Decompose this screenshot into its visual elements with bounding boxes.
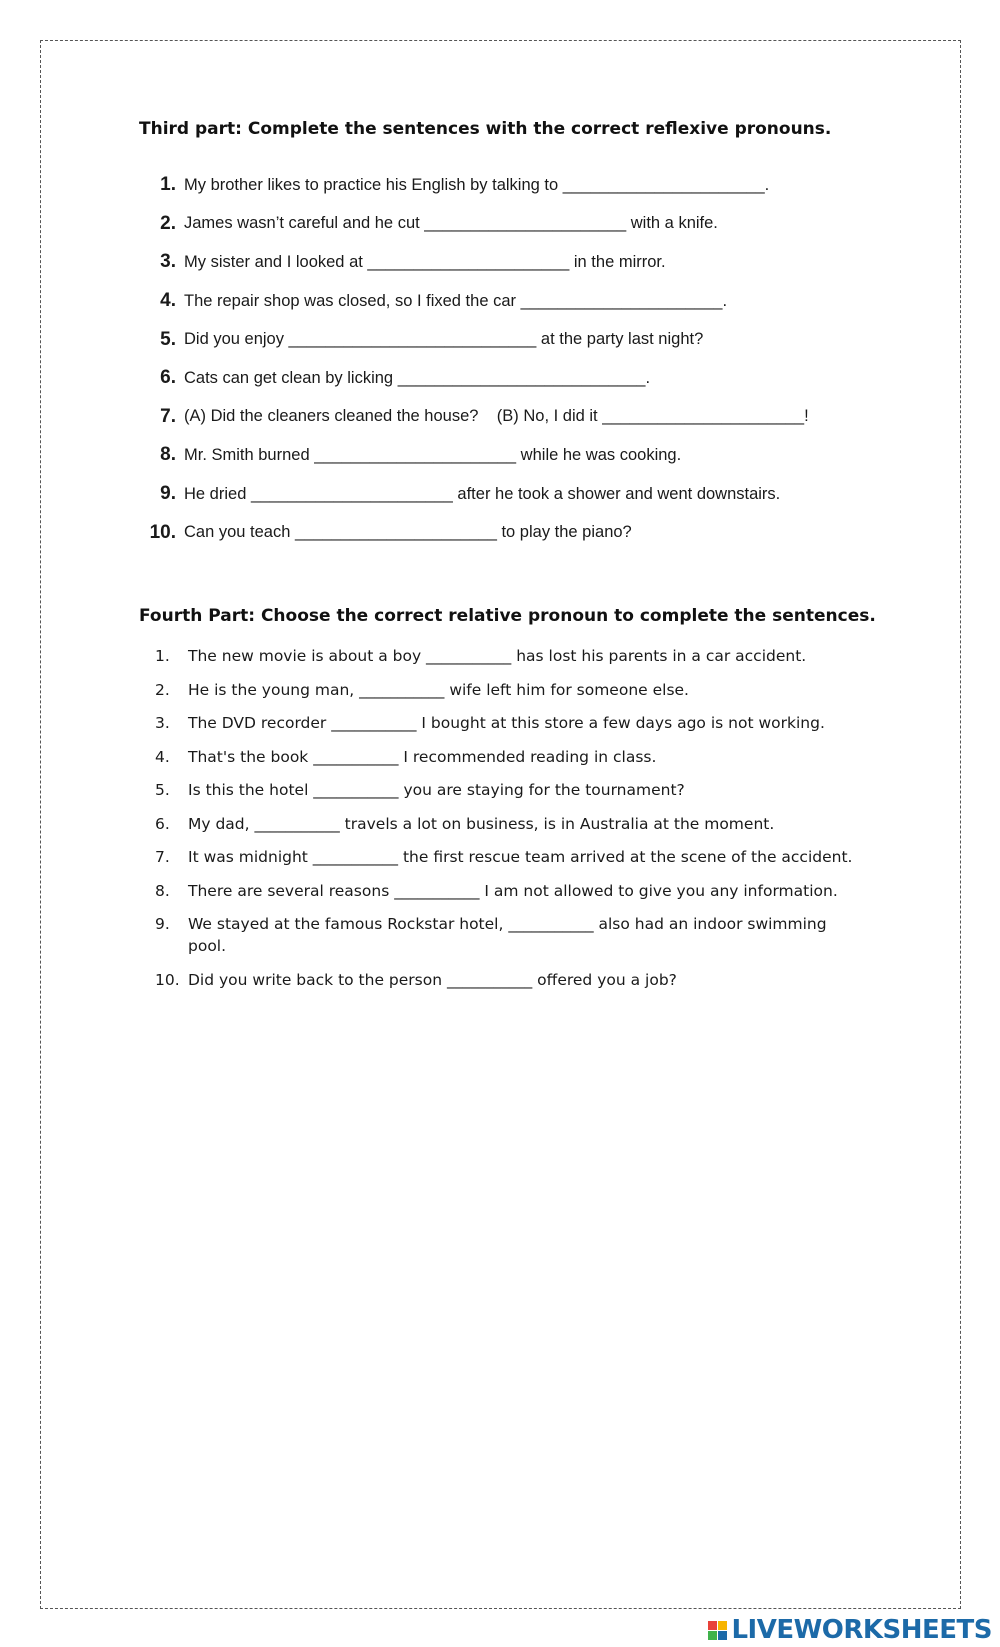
fourth-part-heading: Fourth Part: Choose the correct relative pronoun to complete the sentences. bbox=[139, 606, 876, 626]
item-sentence: Cats can get clean by licking ___________________________. bbox=[184, 368, 651, 387]
logo-square-green bbox=[708, 1631, 717, 1640]
item-number: 9. bbox=[160, 483, 176, 505]
list-item bbox=[155, 880, 855, 914]
item-number: 1. bbox=[160, 174, 176, 196]
item-number: 10. bbox=[155, 970, 180, 989]
item-sentence: Mr. Smith burned ______________________ while he was cooking. bbox=[184, 445, 682, 464]
item-number: 1. bbox=[155, 647, 170, 665]
third-part-heading: Third part: Complete the sentences with the correct reflexive pronouns. bbox=[139, 119, 832, 139]
item-number: 5. bbox=[160, 328, 176, 350]
item-number: 4. bbox=[160, 290, 176, 312]
list-item bbox=[155, 813, 855, 847]
item-sentence: There are several reasons ___________ I am not allowed to give you any information. bbox=[188, 881, 838, 900]
item-number: 2. bbox=[160, 212, 176, 234]
list-item bbox=[140, 513, 900, 552]
logo-icon bbox=[708, 1621, 727, 1640]
list-item bbox=[140, 436, 900, 475]
item-sentence: The DVD recorder ___________ I bought at this store a few days ago is not working. bbox=[188, 714, 825, 732]
item-sentence: Can you teach ______________________ to play the piano? bbox=[184, 523, 632, 542]
item-sentence: We stayed at the famous Rockstar hotel, ___________ also had an indoor swimming pool. bbox=[188, 915, 827, 955]
item-sentence: James wasn’t careful and he cut ______________________ with a knife. bbox=[184, 214, 718, 233]
list-item bbox=[155, 645, 855, 679]
list-item bbox=[155, 779, 855, 813]
relative-pronoun-list bbox=[155, 645, 855, 1002]
list-item bbox=[155, 712, 855, 746]
item-sentence: He is the young man, ___________ wife left him for someone else. bbox=[188, 680, 689, 699]
item-number: 9. bbox=[155, 915, 170, 933]
item-number: 8. bbox=[160, 444, 176, 466]
item-number: 4. bbox=[155, 747, 170, 766]
item-sentence: Did you enjoy ___________________________ at the party last night? bbox=[184, 330, 704, 349]
item-sentence: He dried ______________________ after he took a shower and went downstairs. bbox=[184, 484, 781, 503]
brand-name: LIVEWORKSHEETS bbox=[731, 1615, 992, 1645]
item-number: 3. bbox=[155, 714, 170, 732]
list-item bbox=[140, 205, 900, 244]
item-sentence: My dad, ___________ travels a lot on business, is in Australia at the moment. bbox=[188, 814, 775, 833]
list-item bbox=[140, 359, 900, 398]
list-item bbox=[155, 913, 855, 969]
logo-square-yellow bbox=[718, 1621, 727, 1630]
item-sentence: (A) Did the cleaners cleaned the house? (B) No, I did it ______________________! bbox=[184, 407, 809, 426]
liveworksheets-logo bbox=[708, 1615, 992, 1645]
list-item bbox=[155, 746, 855, 780]
item-number: 10. bbox=[149, 521, 176, 543]
logo-square-red bbox=[708, 1621, 717, 1630]
list-item bbox=[140, 282, 900, 321]
item-number: 8. bbox=[155, 881, 170, 900]
item-number: 6. bbox=[160, 367, 176, 389]
list-item bbox=[155, 679, 855, 713]
item-sentence: The repair shop was closed, so I fixed the car ______________________. bbox=[184, 291, 728, 310]
list-item bbox=[140, 166, 900, 205]
list-item bbox=[140, 475, 900, 514]
item-sentence: Did you write back to the person ___________ offered you a job? bbox=[188, 970, 677, 989]
item-sentence: The new movie is about a boy ___________ has lost his parents in a car accident. bbox=[188, 647, 807, 665]
reflexive-pronoun-list bbox=[140, 166, 900, 552]
list-item bbox=[140, 243, 900, 282]
item-sentence: It was midnight ___________ the first rescue team arrived at the scene of the accident. bbox=[188, 848, 853, 866]
item-number: 7. bbox=[160, 405, 176, 427]
item-sentence: That's the book ___________ I recommended reading in class. bbox=[188, 747, 657, 766]
item-number: 6. bbox=[155, 814, 170, 833]
list-item bbox=[140, 398, 900, 437]
list-item bbox=[155, 969, 855, 1003]
item-sentence: My sister and I looked at ______________________ in the mirror. bbox=[184, 252, 666, 271]
item-number: 2. bbox=[155, 680, 170, 699]
item-sentence: My brother likes to practice his English by talking to ______________________. bbox=[184, 175, 770, 194]
item-sentence: Is this the hotel ___________ you are staying for the tournament? bbox=[188, 781, 685, 799]
list-item bbox=[155, 846, 855, 880]
logo-square-blue bbox=[718, 1631, 727, 1640]
item-number: 3. bbox=[160, 251, 176, 273]
item-number: 5. bbox=[155, 781, 170, 799]
item-number: 7. bbox=[155, 848, 170, 866]
list-item bbox=[140, 320, 900, 359]
